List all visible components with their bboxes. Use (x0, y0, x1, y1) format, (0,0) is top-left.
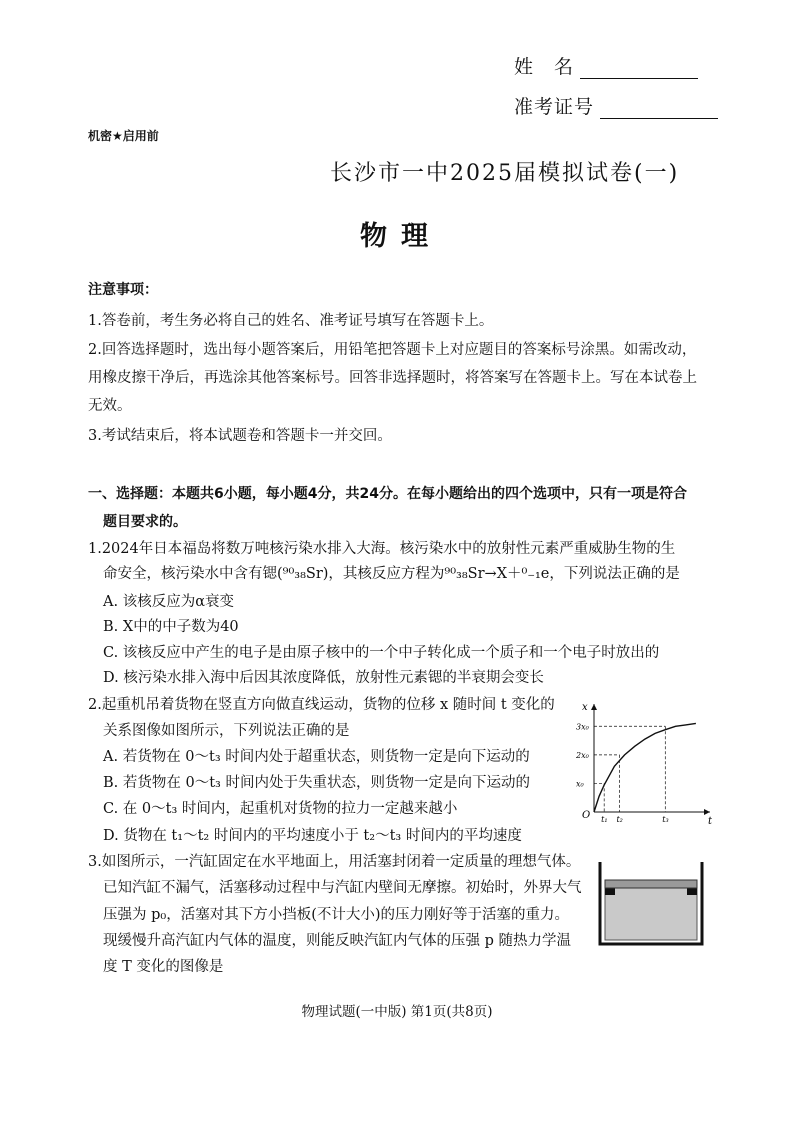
gas-region (605, 880, 697, 940)
notes-item-3: 3.考试结束后，将本试题卷和答题卡一并交回。 (88, 428, 392, 444)
y-axis-label: x (582, 702, 588, 713)
name-field-row (514, 52, 698, 79)
x-tick-label: t₃ (662, 815, 669, 824)
q2-option-c: C. 在 0～t₃ 时间内，起重机对货物的拉力一定越来越小 (103, 801, 458, 817)
exam-id-label: 准考证号 (514, 96, 595, 118)
notes-item-2-line-1: 2.回答选择题时，选出每小题答案后，用铅笔把答题卡上对应题目的答案标号涂黑。如需改动， (88, 342, 697, 358)
q3-stem-line-4: 现缓慢升高汽缸内气体的温度，则能反映汽缸内气体的压强 p 随热力学温 (103, 933, 571, 949)
q1-option-c: C. 该核反应中产生的电子是由原子核中的一个中子转化成一个质子和一个电子时放出的 (103, 645, 660, 661)
x-tick-label: t₁ (601, 815, 608, 824)
exam-id-field-row (514, 92, 718, 119)
q2-stem-line-2: 关系图像如图所示，下列说法正确的是 (103, 723, 350, 739)
q1-stem-line-1: 1.2024年日本福岛将数万吨核污染水排入大海。核污染水中的放射性元素严重威胁生物的生 (88, 541, 676, 557)
q3-stem-line-3: 压强为 p₀，活塞对其下方小挡板(不计大小)的压力刚好等于活塞的重力。 (103, 907, 570, 923)
section1-heading: 一、选择题：本题共6小题，每小题4分，共24分。在每小题给出的四个选项中，只有一项是符合 (88, 486, 687, 502)
y-axis-arrow (591, 704, 597, 710)
subject-title: 物理 (360, 221, 442, 252)
exam-title: 长沙市一中2025届模拟试卷(一) (330, 161, 680, 186)
right-stopper (687, 888, 697, 895)
piston (605, 880, 697, 888)
cylinder-diagram (592, 858, 710, 950)
name-label: 姓 名 (514, 56, 575, 78)
x-tick-label: t₂ (616, 815, 623, 824)
section1-heading-cont: 题目要求的。 (103, 514, 187, 530)
q1-option-b: B. X中的中子数为40 (103, 619, 239, 635)
x-axis-arrow (704, 809, 710, 815)
name-blank[interactable] (580, 58, 698, 79)
notes-item-2-line-3: 无效。 (88, 398, 132, 414)
notes-heading: 注意事项： (88, 282, 158, 298)
q2-option-d: D. 货物在 t₁～t₂ 时间内的平均速度小于 t₂～t₃ 时间内的平均速度 (103, 828, 522, 844)
notes-item-2-line-2: 用橡皮擦干净后，再选涂其他答案标号。回答非选择题时，将答案写在答题卡上。写在本试卷上 (88, 370, 697, 386)
x-axis-label: t (708, 816, 713, 827)
q2-stem-line-1: 2.起重机吊着货物在竖直方向做直线运动，货物的位移 x 随时间 t 变化的 (88, 697, 555, 713)
secret-mark: 机密★启用前 (88, 129, 159, 143)
q3-stem-line-1: 3.如图所示，一汽缸固定在水平地面上，用活塞封闭着一定质量的理想气体。 (88, 854, 581, 870)
y-tick-label: 3x₀ (576, 722, 589, 732)
page-footer: 物理试题(一中版) 第1页(共8页) (301, 1004, 493, 1020)
x-t-graph (574, 700, 714, 828)
q2-option-b: B. 若货物在 0～t₃ 时间内处于失重状态，则货物一定是向下运动的 (103, 775, 530, 791)
q1-stem-line-2: 命安全，核污染水中含有锶(⁹⁰₃₈Sr)，其核反应方程为⁹⁰₃₈Sr→X＋⁰₋₁e，下列说法正确的是 (103, 566, 680, 582)
y-tick-label: x₀ (576, 779, 584, 789)
q3-stem-line-2: 已知汽缸不漏气，活塞移动过程中与汽缸内壁间无摩擦。初始时，外界大气 (103, 880, 582, 896)
origin-label: O (582, 810, 591, 821)
q1-option-a: A. 该核反应为α衰变 (103, 594, 234, 610)
exam-id-blank[interactable] (600, 98, 718, 119)
series-line-x-t (594, 723, 696, 812)
q1-option-d: D. 核污染水排入海中后因其浓度降低，放射性元素锶的半衰期会变长 (103, 670, 544, 686)
q2-option-a: A. 若货物在 0～t₃ 时间内处于超重状态，则货物一定是向下运动的 (103, 749, 530, 765)
left-stopper (605, 888, 615, 895)
notes-item-1: 1.答卷前，考生务必将自己的姓名、准考证号填写在答题卡上。 (88, 313, 494, 329)
q3-stem-line-5: 度 T 变化的图像是 (103, 959, 224, 975)
y-tick-label: 2x₀ (576, 750, 589, 760)
